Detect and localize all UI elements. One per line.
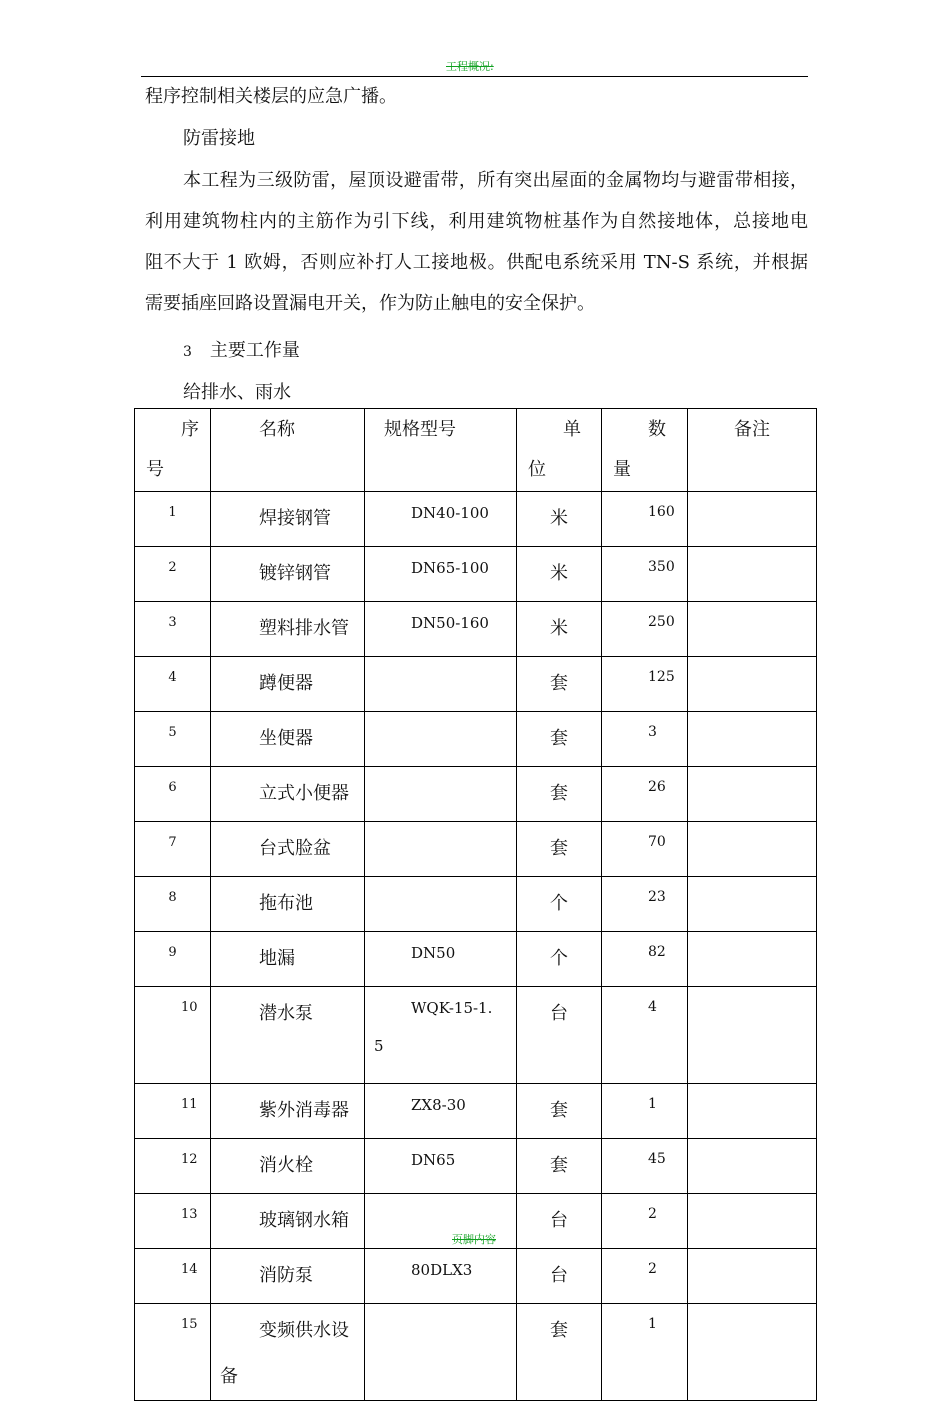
table-row bbox=[135, 987, 817, 1084]
header-remark-label: 备注 bbox=[734, 419, 770, 440]
row-unit: 套 bbox=[517, 822, 602, 877]
heading-lightning-protection: 防雷接地 bbox=[183, 128, 255, 149]
row-name: 潜水泵 bbox=[211, 987, 365, 1084]
row-index: 10 bbox=[135, 987, 211, 1084]
workload-table bbox=[134, 408, 817, 1401]
row-remark bbox=[688, 1194, 817, 1249]
table-row bbox=[135, 877, 817, 932]
row-remark bbox=[688, 767, 817, 822]
row-index: 4 bbox=[135, 657, 211, 712]
header-spec-label: 规格型号 bbox=[384, 419, 456, 440]
row-spec bbox=[365, 987, 517, 1084]
row-index: 15 bbox=[135, 1304, 211, 1401]
paragraph-3-line-1: 本工程为三级防雷，屋顶设避雷带，所有突出屋面的金属物均与避雷带相接， bbox=[183, 170, 808, 191]
row-spec bbox=[365, 822, 517, 877]
row-remark bbox=[688, 932, 817, 987]
section-title: 主要工作量 bbox=[209, 340, 300, 361]
table-row bbox=[135, 602, 817, 657]
row-unit: 米 bbox=[517, 547, 602, 602]
table-row bbox=[135, 1084, 817, 1139]
table-row bbox=[135, 547, 817, 602]
row-unit: 套 bbox=[517, 1304, 602, 1401]
table-row bbox=[135, 1249, 817, 1304]
row-spec-line-2: 5 bbox=[374, 1037, 384, 1055]
table-row bbox=[135, 492, 817, 547]
row-unit: 台 bbox=[517, 987, 602, 1084]
row-name: 镀锌钢管 bbox=[211, 547, 365, 602]
row-quantity: 250 bbox=[602, 602, 688, 657]
header-name-label: 名称 bbox=[259, 419, 295, 440]
page-header-text: 工程概况: bbox=[446, 60, 494, 73]
row-unit: 米 bbox=[517, 492, 602, 547]
row-remark bbox=[688, 657, 817, 712]
row-unit: 套 bbox=[517, 712, 602, 767]
header-rule bbox=[141, 76, 808, 77]
row-index: 9 bbox=[135, 932, 211, 987]
row-index: 3 bbox=[135, 602, 211, 657]
row-spec: 80DLX3 bbox=[365, 1249, 517, 1304]
row-name: 玻璃钢水箱 bbox=[211, 1194, 365, 1249]
row-index: 14 bbox=[135, 1249, 211, 1304]
table-row bbox=[135, 712, 817, 767]
row-quantity: 1 bbox=[602, 1304, 688, 1401]
row-spec bbox=[365, 877, 517, 932]
page-footer-text: 页脚内容 bbox=[452, 1233, 496, 1246]
table-header-row bbox=[135, 409, 817, 492]
row-remark bbox=[688, 1304, 817, 1401]
section-number: 3 bbox=[183, 344, 192, 360]
row-index: 7 bbox=[135, 822, 211, 877]
row-spec: DN40-100 bbox=[365, 492, 517, 547]
row-quantity: 1 bbox=[602, 1084, 688, 1139]
row-name: 立式小便器 bbox=[211, 767, 365, 822]
row-name: 蹲便器 bbox=[211, 657, 365, 712]
row-remark bbox=[688, 712, 817, 767]
header-index-line-1: 序 bbox=[181, 419, 199, 440]
row-remark bbox=[688, 1249, 817, 1304]
row-spec: DN50-160 bbox=[365, 602, 517, 657]
row-unit: 个 bbox=[517, 877, 602, 932]
row-spec: DN65 bbox=[365, 1139, 517, 1194]
table-row bbox=[135, 1139, 817, 1194]
subsection-heading: 给排水、雨水 bbox=[183, 382, 291, 403]
row-quantity: 4 bbox=[602, 987, 688, 1084]
row-spec bbox=[365, 1304, 517, 1401]
row-index: 6 bbox=[135, 767, 211, 822]
row-remark bbox=[688, 822, 817, 877]
row-name: 塑料排水管 bbox=[211, 602, 365, 657]
table-row bbox=[135, 767, 817, 822]
row-name: 消防泵 bbox=[211, 1249, 365, 1304]
row-quantity: 160 bbox=[602, 492, 688, 547]
row-name: 紫外消毒器 bbox=[211, 1084, 365, 1139]
header-index bbox=[135, 409, 211, 492]
row-remark bbox=[688, 877, 817, 932]
header-index-line-2: 号 bbox=[146, 459, 164, 480]
row-index: 11 bbox=[135, 1084, 211, 1139]
row-spec: DN50 bbox=[365, 932, 517, 987]
row-unit: 个 bbox=[517, 932, 602, 987]
paragraph-3-line-2: 利用建筑物柱内的主筋作为引下线，利用建筑物桩基作为自然接地体，总接地电 bbox=[145, 211, 808, 232]
header-unit bbox=[517, 409, 602, 492]
row-remark bbox=[688, 547, 817, 602]
row-name-line-1: 变频供水设 bbox=[259, 1320, 349, 1341]
row-remark bbox=[688, 1084, 817, 1139]
paragraph-3-line-4: 需要插座回路设置漏电开关，作为防止触电的安全保护。 bbox=[145, 293, 595, 314]
row-quantity: 125 bbox=[602, 657, 688, 712]
row-name: 地漏 bbox=[211, 932, 365, 987]
row-name: 消火栓 bbox=[211, 1139, 365, 1194]
row-index: 5 bbox=[135, 712, 211, 767]
row-index: 12 bbox=[135, 1139, 211, 1194]
row-unit: 米 bbox=[517, 602, 602, 657]
row-index: 13 bbox=[135, 1194, 211, 1249]
row-remark bbox=[688, 602, 817, 657]
row-spec bbox=[365, 712, 517, 767]
header-quantity-line-2: 量 bbox=[613, 459, 631, 480]
row-remark bbox=[688, 1139, 817, 1194]
row-spec bbox=[365, 767, 517, 822]
row-quantity: 23 bbox=[602, 877, 688, 932]
row-spec: ZX8-30 bbox=[365, 1084, 517, 1139]
row-unit: 台 bbox=[517, 1194, 602, 1249]
header-spec bbox=[365, 409, 517, 492]
header-quantity bbox=[602, 409, 688, 492]
row-unit: 套 bbox=[517, 1084, 602, 1139]
paragraph-1: 程序控制相关楼层的应急广播。 bbox=[145, 86, 397, 107]
row-name: 拖布池 bbox=[211, 877, 365, 932]
row-spec-line-1: WQK-15-1. bbox=[411, 999, 493, 1017]
row-name: 焊接钢管 bbox=[211, 492, 365, 547]
header-unit-line-2: 位 bbox=[528, 459, 546, 480]
row-remark bbox=[688, 987, 817, 1084]
row-spec: DN65-100 bbox=[365, 547, 517, 602]
row-quantity: 2 bbox=[602, 1249, 688, 1304]
row-index: 2 bbox=[135, 547, 211, 602]
row-unit: 套 bbox=[517, 1139, 602, 1194]
row-quantity: 350 bbox=[602, 547, 688, 602]
table-row bbox=[135, 657, 817, 712]
table-row bbox=[135, 822, 817, 877]
row-quantity: 70 bbox=[602, 822, 688, 877]
row-index: 1 bbox=[135, 492, 211, 547]
row-name: 坐便器 bbox=[211, 712, 365, 767]
row-unit: 套 bbox=[517, 657, 602, 712]
row-unit: 台 bbox=[517, 1249, 602, 1304]
header-remark bbox=[688, 409, 817, 492]
row-index: 8 bbox=[135, 877, 211, 932]
row-spec bbox=[365, 657, 517, 712]
row-quantity: 82 bbox=[602, 932, 688, 987]
row-name-line-2: 备 bbox=[220, 1366, 238, 1387]
paragraph-3-line-3: 阻不大于 1 欧姆，否则应补打人工接地极。供配电系统采用 TN-S 系统，并根据 bbox=[145, 252, 808, 273]
row-quantity: 2 bbox=[602, 1194, 688, 1249]
row-quantity: 26 bbox=[602, 767, 688, 822]
row-unit: 套 bbox=[517, 767, 602, 822]
row-quantity: 45 bbox=[602, 1139, 688, 1194]
header-quantity-line-1: 数 bbox=[648, 419, 666, 440]
row-quantity: 3 bbox=[602, 712, 688, 767]
row-name: 台式脸盆 bbox=[211, 822, 365, 877]
table-row bbox=[135, 1304, 817, 1401]
section-heading bbox=[183, 336, 300, 362]
row-name bbox=[211, 1304, 365, 1401]
header-unit-line-1: 单 bbox=[563, 419, 581, 440]
table-row bbox=[135, 932, 817, 987]
header-name bbox=[211, 409, 365, 492]
row-remark bbox=[688, 492, 817, 547]
